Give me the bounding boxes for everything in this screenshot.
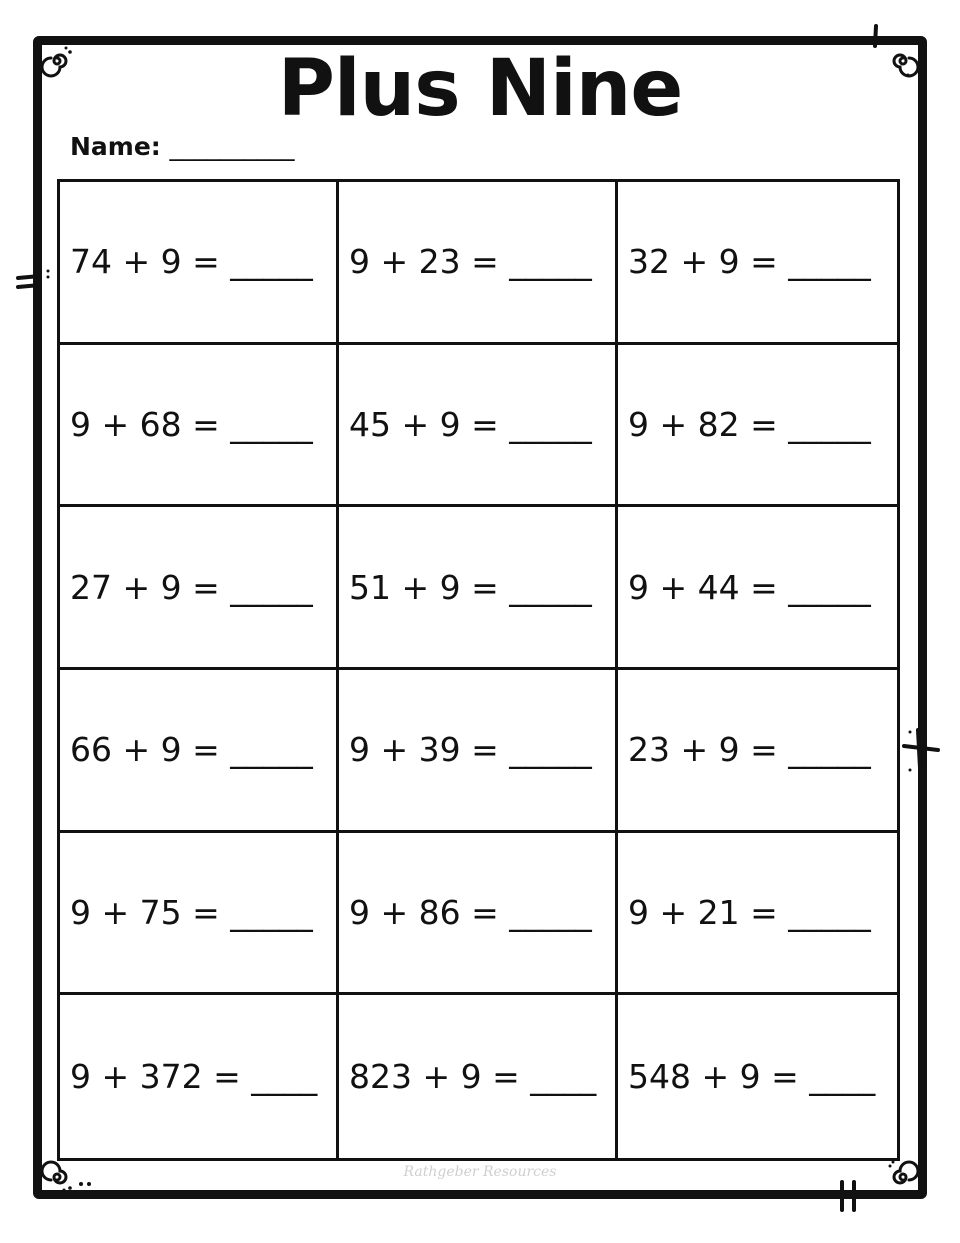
problem-cell[interactable] xyxy=(618,182,897,345)
problem-text: 823 + 9 = ____ xyxy=(349,1057,597,1097)
problem-text: 23 + 9 = _____ xyxy=(628,730,871,770)
problem-cell[interactable] xyxy=(60,670,339,833)
problem-cell[interactable] xyxy=(339,507,618,670)
problem-text: 548 + 9 = ____ xyxy=(628,1057,876,1097)
problem-grid xyxy=(57,179,900,1161)
name-label: Name: xyxy=(70,132,161,161)
problem-text: 9 + 44 = _____ xyxy=(628,567,871,607)
problem-text: 9 + 68 = _____ xyxy=(70,404,313,444)
problem-cell[interactable] xyxy=(618,670,897,833)
problem-text: 74 + 9 = _____ xyxy=(70,242,313,282)
problem-text: 9 + 86 = _____ xyxy=(349,892,592,932)
problem-text: 9 + 23 = _____ xyxy=(349,242,592,282)
problem-cell[interactable] xyxy=(60,345,339,508)
problem-cell[interactable] xyxy=(618,345,897,508)
problem-cell[interactable] xyxy=(618,833,897,996)
name-field[interactable] xyxy=(70,134,295,159)
problem-cell[interactable] xyxy=(618,995,897,1158)
problem-cell[interactable] xyxy=(339,995,618,1158)
problem-text: 66 + 9 = _____ xyxy=(70,730,313,770)
problem-text: 45 + 9 = _____ xyxy=(349,404,592,444)
doodle-marks-left xyxy=(14,268,54,296)
problem-text: 51 + 9 = _____ xyxy=(349,567,592,607)
doodle-marks-right xyxy=(898,724,942,774)
problem-cell[interactable] xyxy=(60,507,339,670)
problem-cell[interactable] xyxy=(618,507,897,670)
problem-cell[interactable] xyxy=(60,995,339,1158)
problem-text: 9 + 82 = _____ xyxy=(628,404,871,444)
problem-text: 9 + 21 = _____ xyxy=(628,892,871,932)
problem-text: 9 + 372 = ____ xyxy=(70,1057,318,1097)
problem-cell[interactable] xyxy=(339,182,618,345)
name-blank-line[interactable]: __________ xyxy=(169,132,295,161)
problem-cell[interactable] xyxy=(339,345,618,508)
problem-text: 27 + 9 = _____ xyxy=(70,567,313,607)
problem-text: 9 + 39 = _____ xyxy=(349,730,592,770)
problem-cell[interactable] xyxy=(60,182,339,345)
publisher-watermark: Rathgeber Resources xyxy=(403,1164,557,1180)
problem-cell[interactable] xyxy=(60,833,339,996)
worksheet-title: Plus Nine xyxy=(277,44,683,134)
doodle-marks-bottom xyxy=(834,1178,864,1214)
problem-cell[interactable] xyxy=(339,833,618,996)
problem-cell[interactable] xyxy=(339,670,618,833)
doodle-mark-top xyxy=(866,22,886,52)
problem-text: 32 + 9 = _____ xyxy=(628,242,871,282)
problem-text: 9 + 75 = _____ xyxy=(70,892,313,932)
